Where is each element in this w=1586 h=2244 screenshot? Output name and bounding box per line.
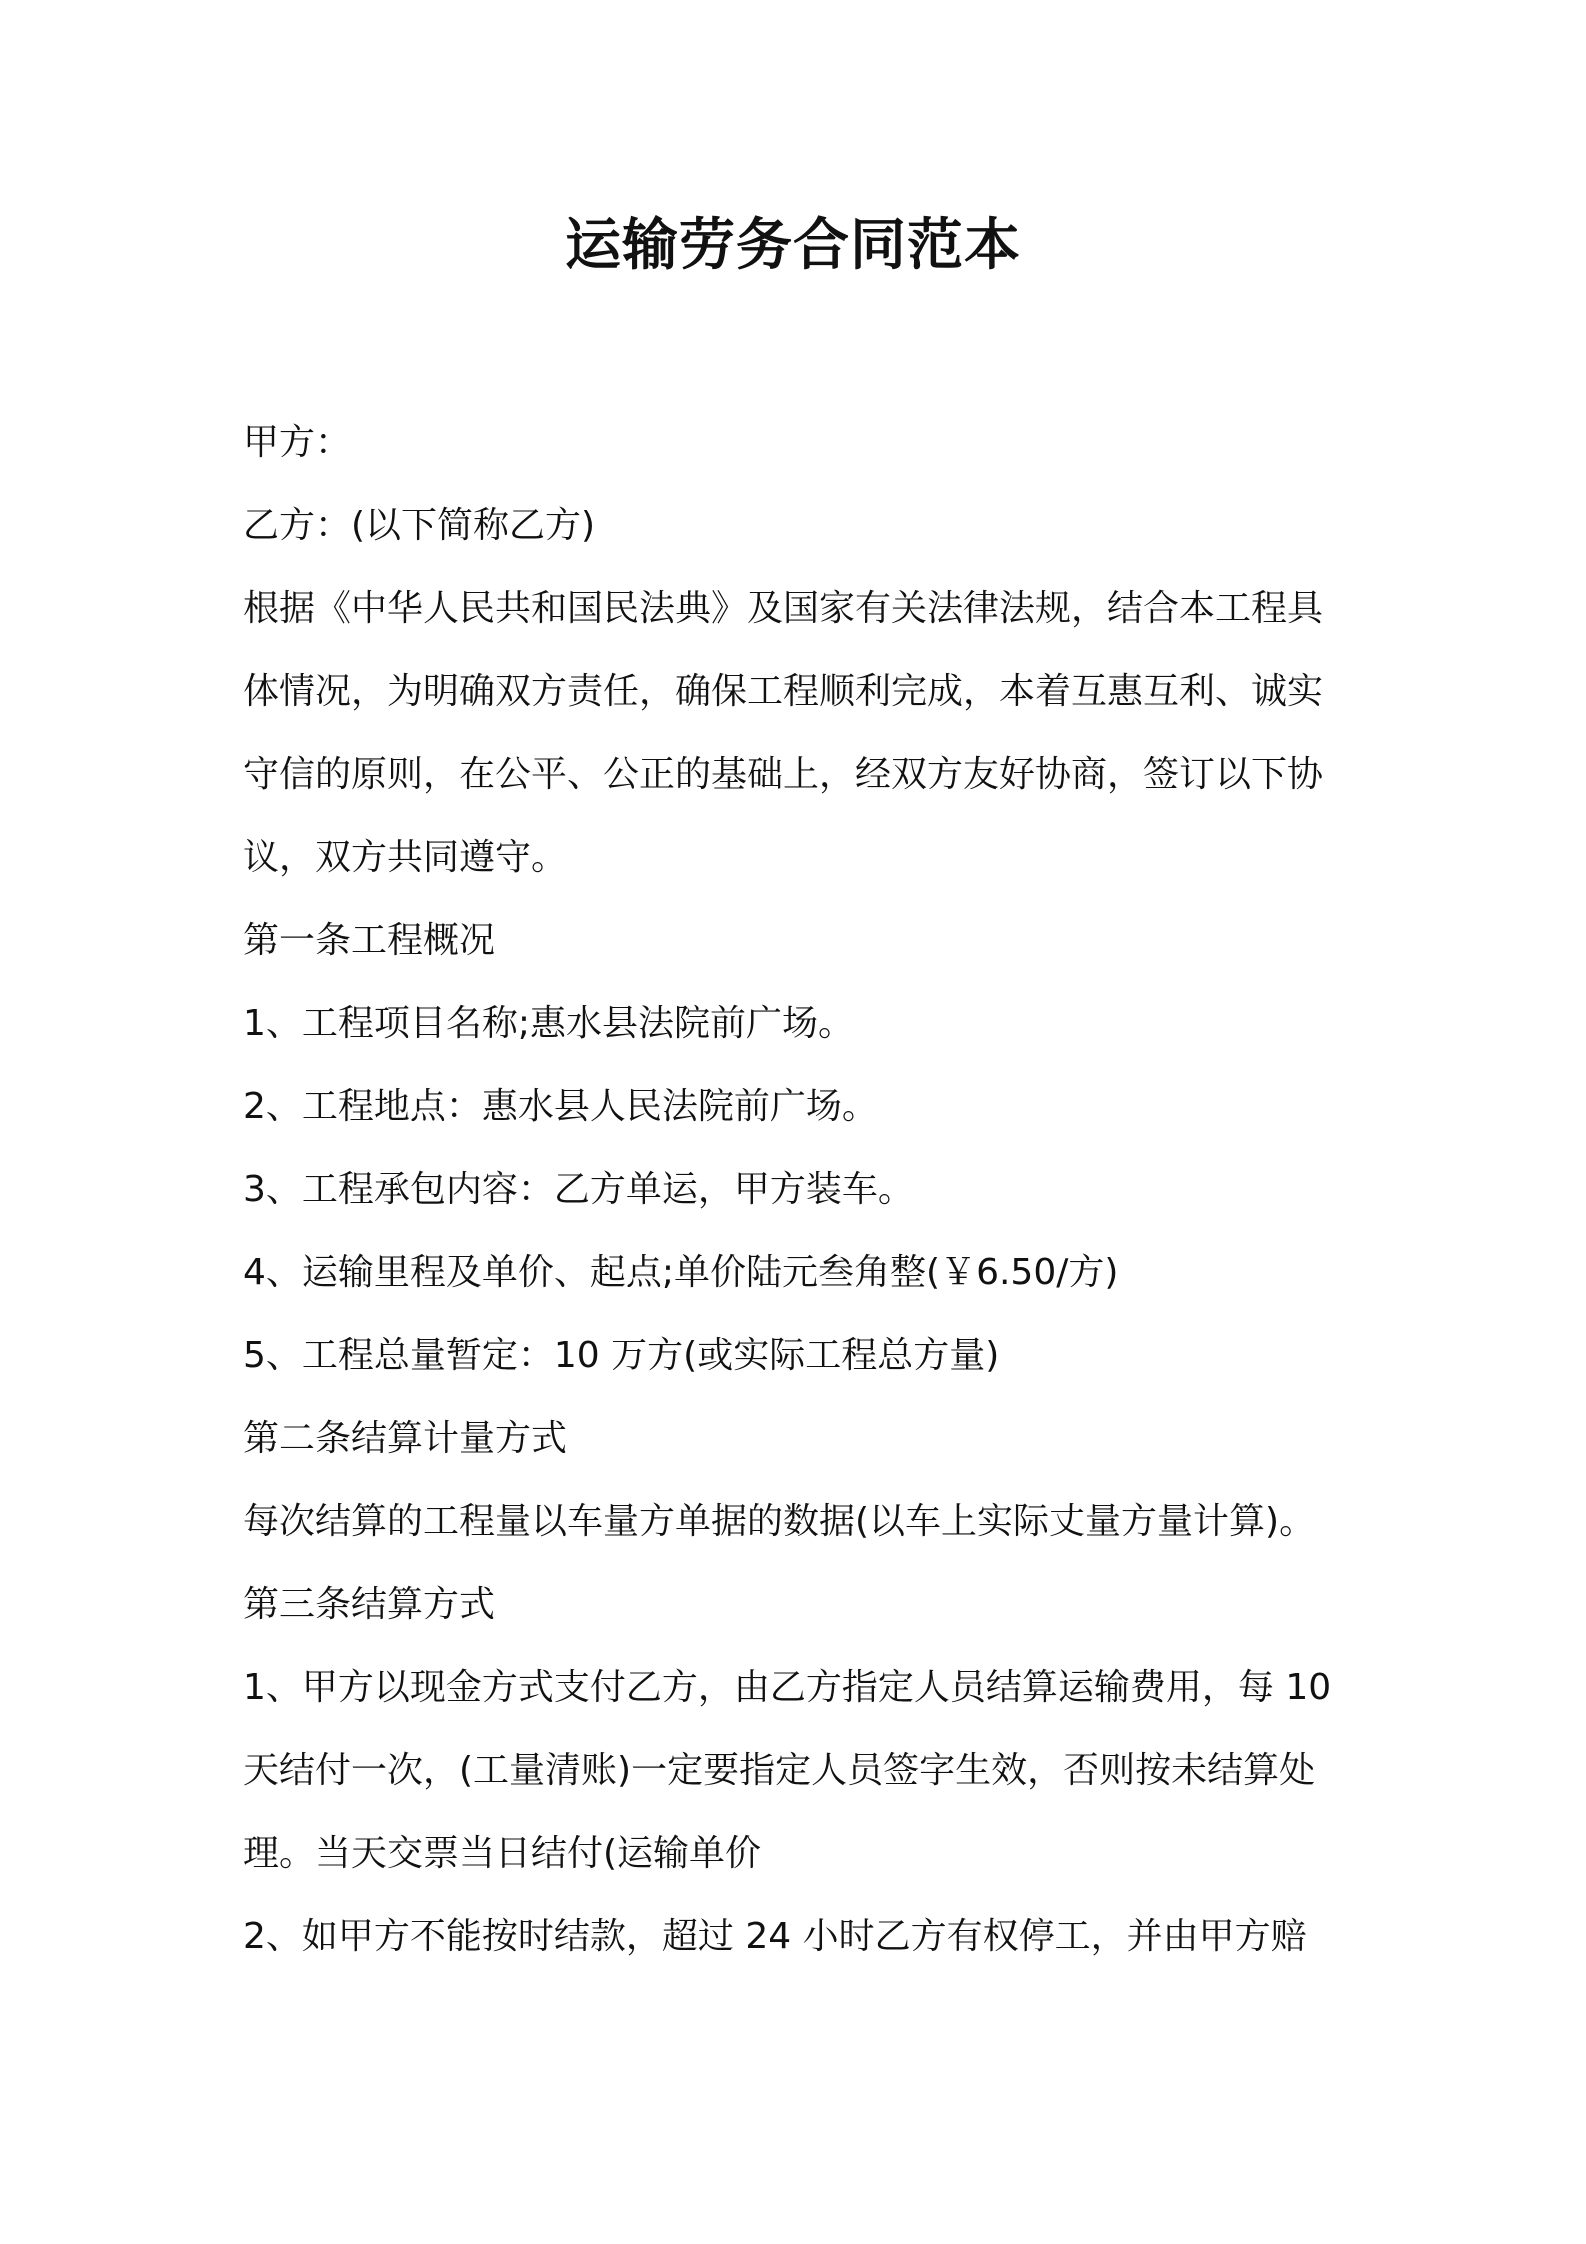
article-3-item-1-line-2: 天结付一次，(工量清账)一定要指定人员签字生效，否则按未结算处 [243,1750,1316,1791]
preamble-line-1: 根据《中华人民共和国民法典》及国家有关法律法规，结合本工程具 [243,588,1324,629]
preamble-line-2: 体情况，为明确双方责任，确保工程顺利完成，本着互惠互利、诚实 [243,671,1324,712]
article-2-heading: 第二条结算计量方式 [243,1418,568,1459]
article-3-item-1-line-3: 理。当天交票当日结付(运输单价 [243,1833,762,1874]
article-1-item-4: 4、运输里程及单价、起点;单价陆元叁角整(￥6.50/方) [243,1252,1119,1293]
article-1-item-3: 3、工程承包内容：乙方单运，甲方装车。 [243,1169,914,1210]
article-1-item-5: 5、工程总量暂定：10 万方(或实际工程总方量) [243,1335,1000,1376]
party-b-line: 乙方：(以下简称乙方) [243,505,596,546]
article-1-heading: 第一条工程概况 [243,920,496,961]
preamble-line-3: 守信的原则，在公平、公正的基础上，经双方友好协商，签订以下协 [243,754,1324,795]
article-3-item-2-line-1: 2、如甲方不能按时结款，超过 24 小时乙方有权停工，并由甲方赔 [243,1916,1307,1957]
article-3-heading: 第三条结算方式 [243,1584,496,1625]
document-body [243,401,1363,1978]
party-a-line: 甲方： [243,422,352,463]
preamble-line-4: 议，双方共同遵守。 [243,837,568,878]
article-1-item-1: 1、工程项目名称;惠水县法院前广场。 [243,1003,855,1044]
article-2-text: 每次结算的工程量以车量方单据的数据(以车上实际丈量方量计算)。 [243,1501,1316,1542]
article-3-item-1-line-1: 1、甲方以现金方式支付乙方，由乙方指定人员结算运输费用，每 10 [243,1667,1332,1708]
document-title: 运输劳务合同范本 [565,213,1021,278]
article-1-item-2: 2、工程地点：惠水县人民法院前广场。 [243,1086,878,1127]
